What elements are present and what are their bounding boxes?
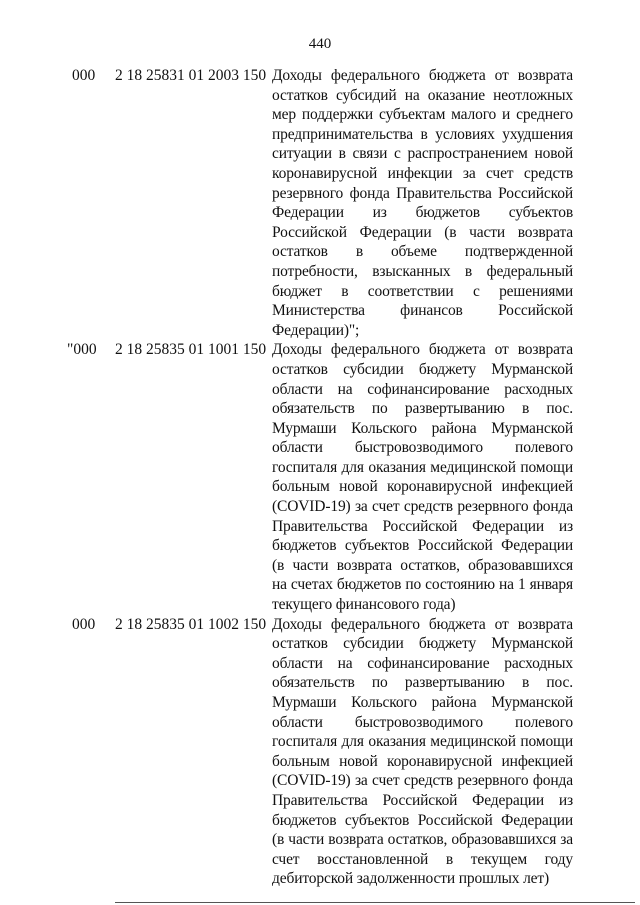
income-description: Доходы федерального бюджета от возврата остатков субсидии бюджету Мурманской области на софинансирование расходных обязательств по развертыванию в пос. Мурмаши Кольского района Мурманской области быстровозводимого полевого госпиталя для оказания медицинской помощи больным новой коронавирусной инфекцией (COVID-19) за счет средств резервного фонда Правительства Российской Федерации из бюджетов субъектов Российской Федерации (в части возврата остатков, образовавшихся за счет восстановленной в текущем году дебиторской задолженности прошлых лет) <box>272 615 573 888</box>
classification-code: 2 18 25831 01 2003 150 <box>115 67 267 84</box>
budget-code-table <box>0 66 640 889</box>
table-row <box>0 66 640 340</box>
admin-code: "000 <box>67 341 97 359</box>
table-row <box>0 340 640 614</box>
scan-edge-line <box>115 902 635 903</box>
classification-code: 2 18 25835 01 1001 150 <box>115 341 267 359</box>
income-description: Доходы федерального бюджета от возврата остатков субсидий на оказание неотложных мер поддержки субъектам малого и среднего предпринимательства в условиях ухудшения ситуации в связи с распространением новой коронавирусной инфекции за счет средств резервного фонда Правительства Российской Федерации из бюджетов субъектов Российской Федерации (в части возврата остатков в объеме подтвержденной потребности, взысканных в федеральный бюджет в соответствии с решениями Министерства финансов Российской Федерации)"; <box>272 67 573 339</box>
admin-code: 000 <box>72 67 96 84</box>
income-description: Доходы федерального бюджета от возврата остатков субсидии бюджету Мурманской области на софинансирование расходных обязательств по развертыванию в пос. Мурмаши Кольского района Мурманской области быстровозводимого полевого госпиталя для оказания медицинской помощи больным новой коронавирусной инфекцией (COVID-19) за счет средств резервного фонда Правительства Российской Федерации из бюджетов субъектов Российской Федерации (в части возврата остатков, образовавшихся на счетах бюджетов по состоянию на 1 января текущего финансового года) <box>272 341 573 614</box>
page-number: 440 <box>308 36 332 52</box>
classification-code: 2 18 25835 01 1002 150 <box>115 615 267 633</box>
admin-code: 000 <box>72 615 96 633</box>
table-row <box>0 615 640 889</box>
